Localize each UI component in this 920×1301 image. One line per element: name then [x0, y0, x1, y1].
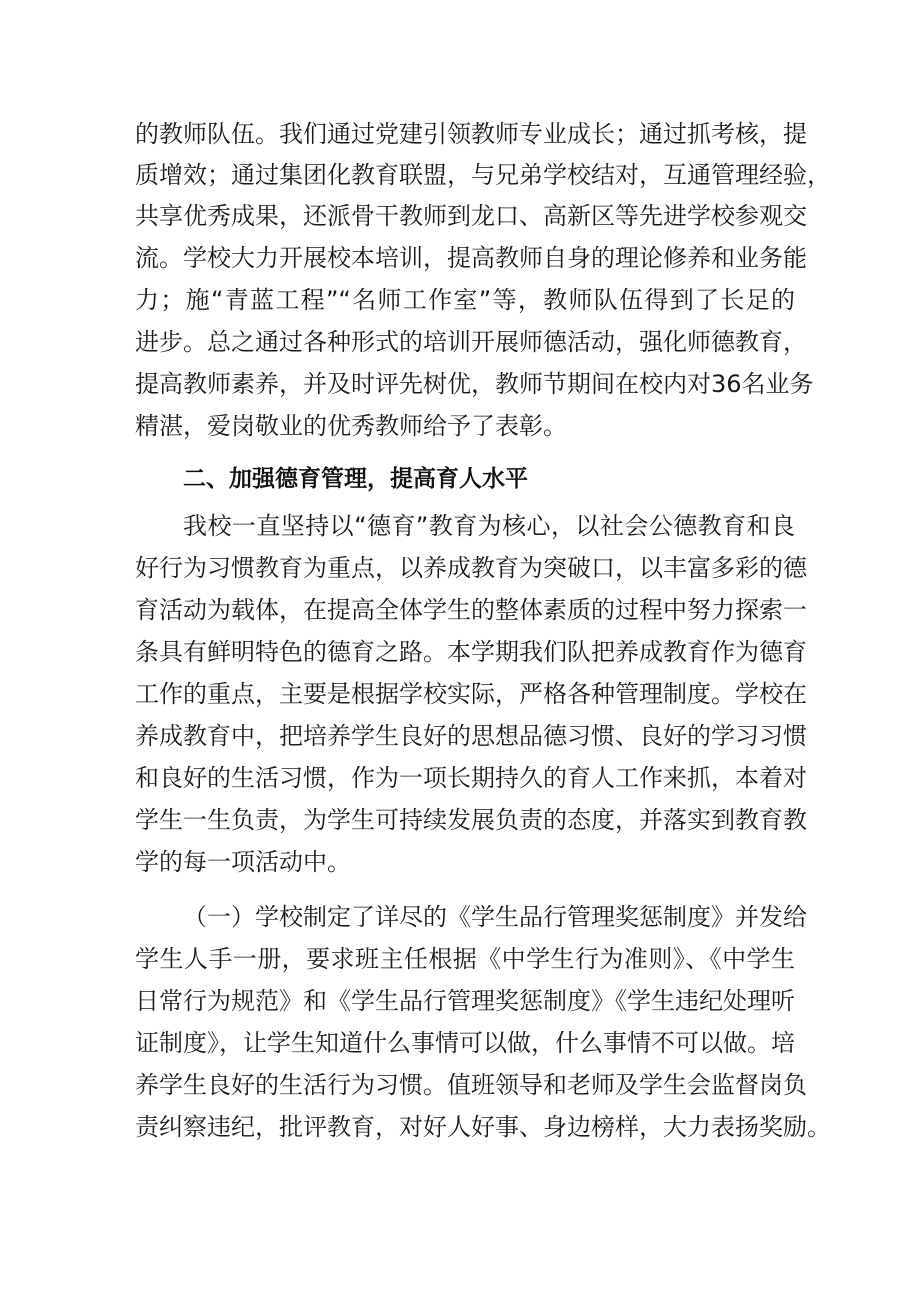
paragraph1-line-3: 共享优秀成果，还派骨干教师到龙口、高新区等先进学校参观交: [135, 202, 807, 230]
paragraph2-line-4: 条具有鲜明特色的德育之路。本学期我们队把养成教育作为德育: [135, 638, 807, 666]
paragraph1-line-1: 的教师队伍。我们通过党建引领教师专业成长；通过抓考核，提: [135, 120, 807, 148]
paragraph3-line-1: （一）学校制定了详尽的《学生品行管理奖惩制度》并发给: [183, 903, 807, 931]
paragraph2-line-7: 和良好的生活习惯，作为一项长期持久的育人工作来抓，本着对: [135, 764, 807, 792]
paragraph3-line-6: 责纠察违纪，批评教育，对好人好事、身边榜样，大力表扬奖励。: [135, 1113, 831, 1141]
paragraph3-line-4: 证制度》，让学生知道什么事情可以做，什么事情不可以做。培: [135, 1029, 795, 1057]
paragraph1-line-8: 精湛，爱岗敬业的优秀教师给予了表彰。: [135, 412, 567, 440]
paragraph2-line-3: 育活动为载体，在提高全体学生的整体素质的过程中努力探索一: [135, 596, 807, 624]
paragraph2-line-6: 养成教育中，把培养学生良好的思想品德习惯、良好的学习习惯: [135, 722, 807, 750]
paragraph1-line-7: 提高教师素养，并及时评先树优，教师节期间在校内对36名业务: [135, 370, 814, 398]
paragraph1-line-5: 力；施“青蓝工程”“名师工作室”等，教师队伍得到了长足的: [135, 286, 795, 314]
paragraph2-line-2: 好行为习惯教育为重点，以养成教育为突破口，以丰富多彩的德: [135, 554, 807, 582]
section-heading: 二、加强德育管理，提高育人水平: [183, 466, 528, 492]
paragraph2-line-1: 我校一直坚持以“德育”教育为核心，以社会公德教育和良: [183, 512, 795, 540]
paragraph3-line-3: 日常行为规范》和《学生品行管理奖惩制度》《学生违纪处理听: [135, 987, 795, 1015]
paragraph2-line-5: 工作的重点，主要是根据学校实际，严格各种管理制度。学校在: [135, 680, 807, 708]
paragraph1-line-4: 流。学校大力开展校本培训，提高教师自身的理论修养和业务能: [135, 244, 807, 272]
paragraph1-line-2: 质增效；通过集团化教育联盟，与兄弟学校结对，互通管理经验，: [135, 161, 831, 189]
paragraph3-line-5: 养学生良好的生活行为习惯。值班领导和老师及学生会监督岗负: [135, 1071, 807, 1099]
paragraph1-line-6: 进步。总之通过各种形式的培训开展师德活动，强化师德教育，: [135, 328, 807, 356]
paragraph2-line-8: 学生一生负责，为学生可持续发展负责的态度，并落实到教育教: [135, 806, 807, 834]
paragraph3-line-2: 学生人手一册，要求班主任根据《中学生行为准则》、《中学生: [135, 945, 795, 973]
paragraph2-line-9: 学的每一项活动中。: [135, 848, 351, 876]
